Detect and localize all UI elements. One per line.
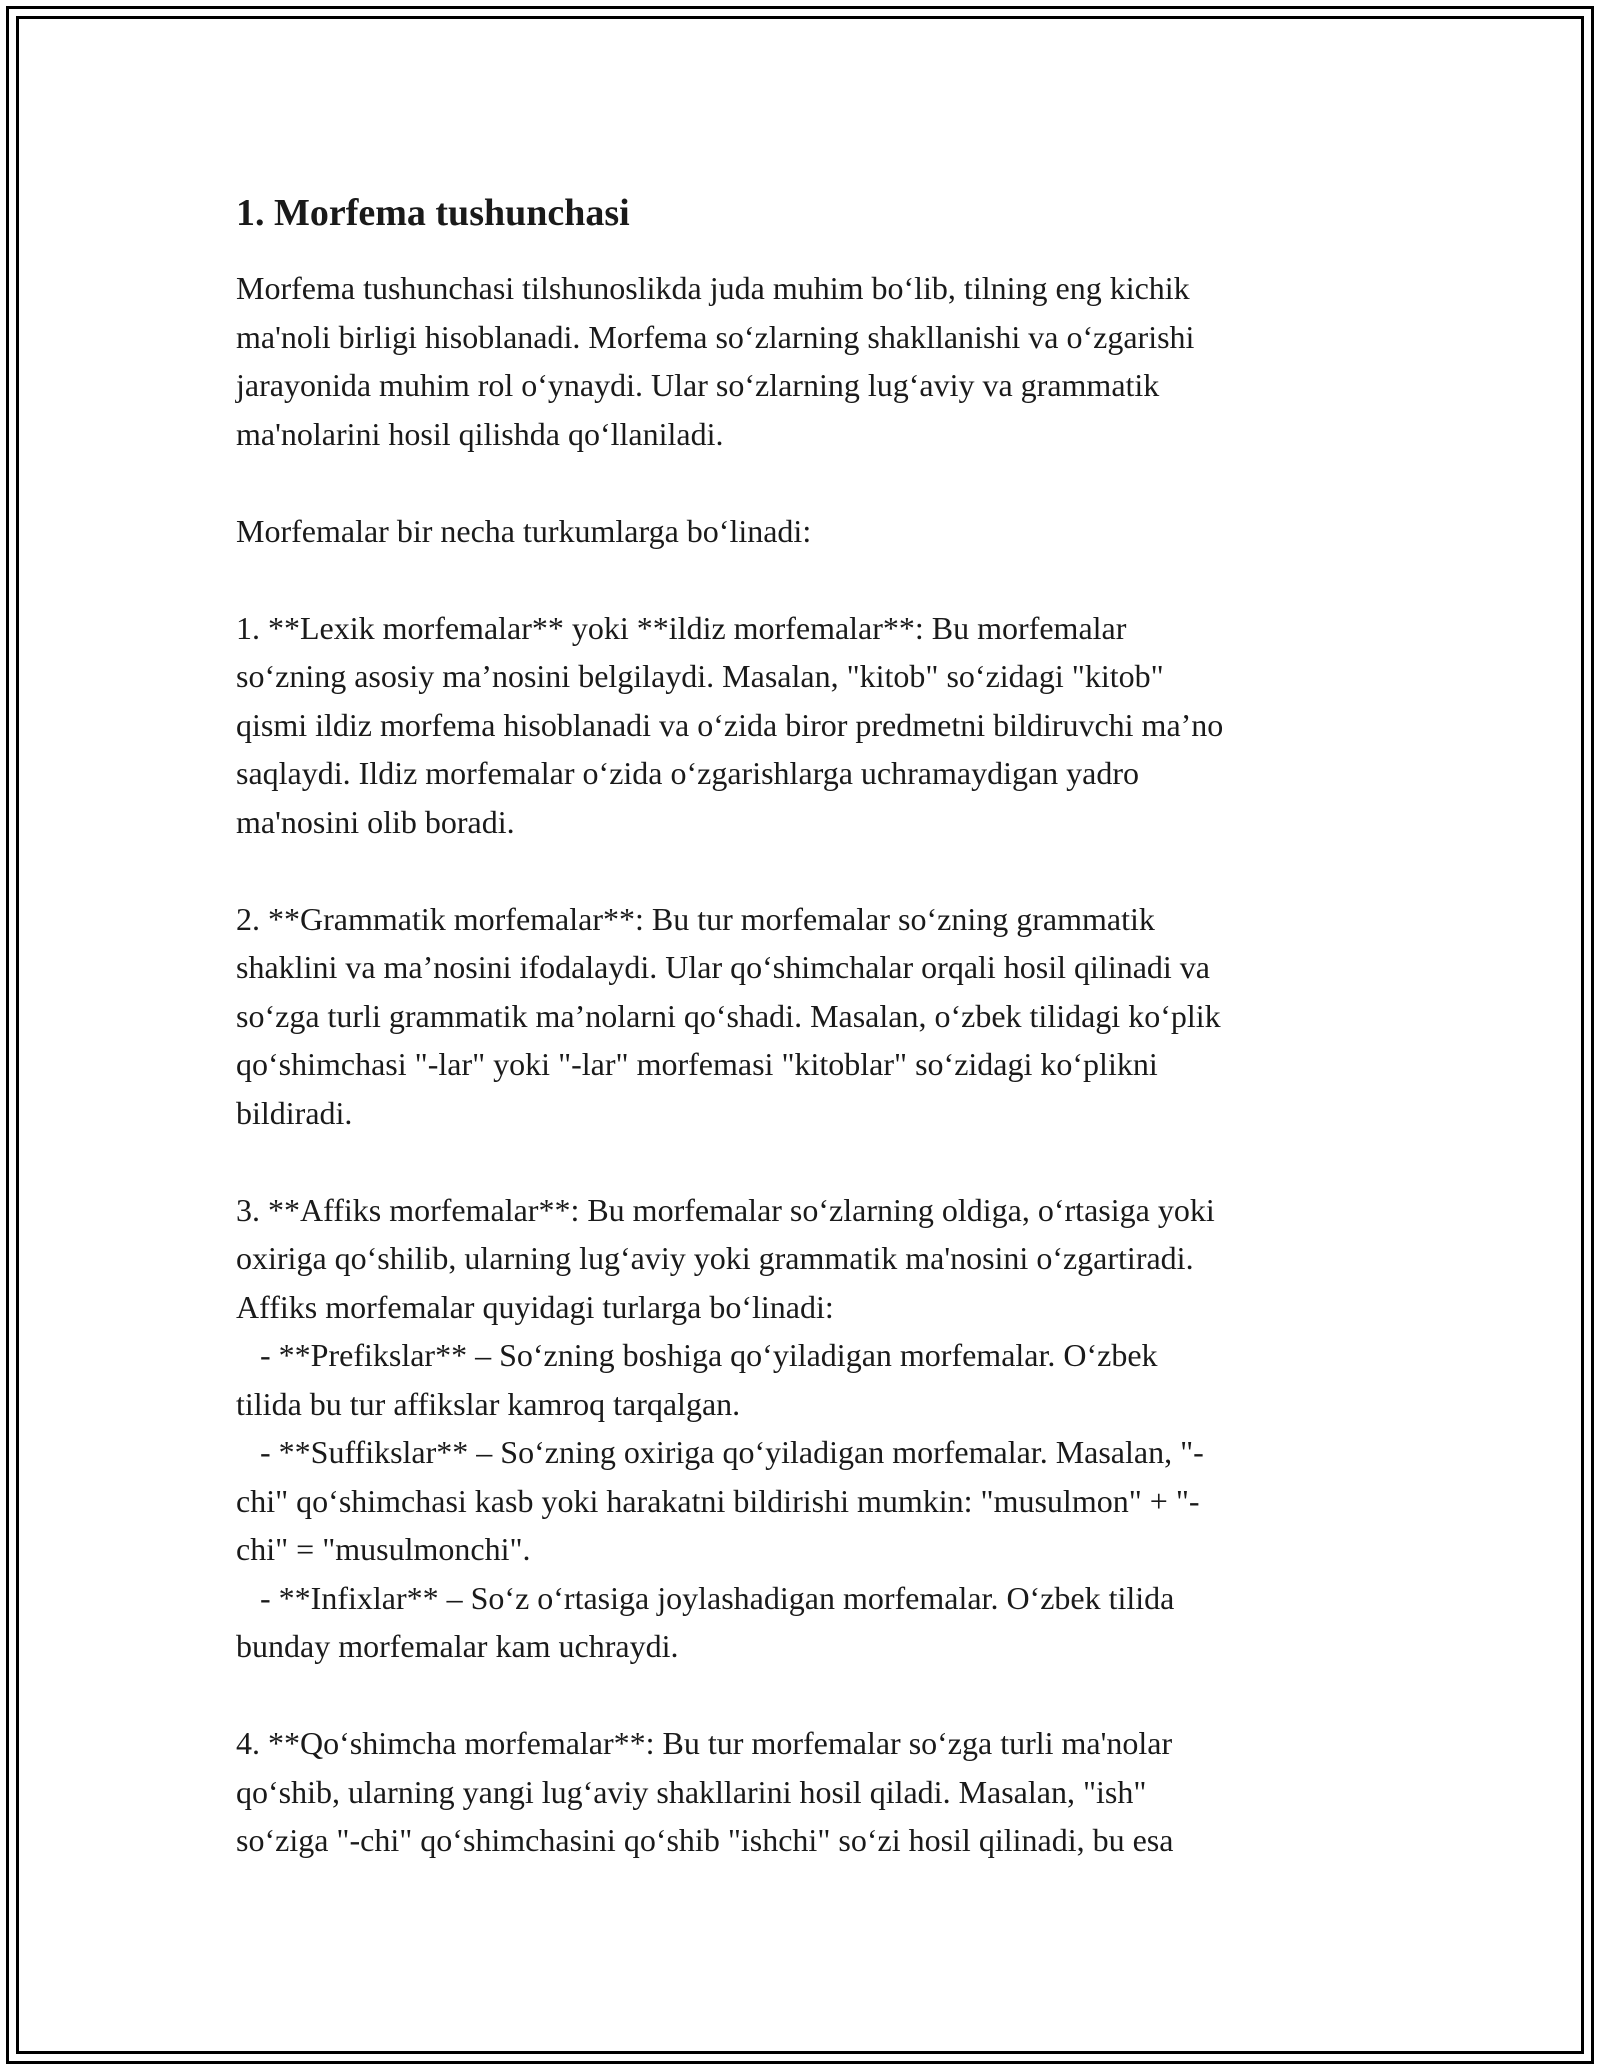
text-line: bildiradi. [236, 1094, 353, 1131]
paragraph-categories-intro [236, 507, 1396, 556]
text-line: saqlaydi. Ildiz morfemalar o‘zida o‘zgarishlarga uchramaydigan yadro [236, 755, 1140, 791]
text-line: so‘zning asosiy ma’nosini belgilaydi. Masalan, "kitob" so‘zidagi "kitob" [236, 658, 1164, 694]
text-line: jarayonida muhim rol o‘ynaydi. Ular so‘zlarning lug‘aviy va grammatik [236, 367, 1160, 403]
text-line: 3. **Affiks morfemalar**: Bu morfemalar so‘zlarning oldiga, o‘rtasiga yoki [236, 1191, 1215, 1228]
text-line: Morfema tushunchasi tilshunoslikda juda muhim bo‘lib, tilning eng kichik [236, 270, 1190, 306]
paragraph-intro [236, 264, 1396, 458]
text-line: 1. **Lexik morfemalar** yoki **ildiz morfemalar**: Bu morfemalar [236, 609, 1127, 646]
text-line: tilida bu tur affikslar kamroq tarqalgan. [236, 1385, 741, 1422]
section-heading: 1. Morfema tushunchasi [236, 192, 630, 234]
text-line: 2. **Grammatik morfemalar**: Bu tur morfemalar so‘zning grammatik [236, 900, 1155, 937]
text-line: 4. **Qo‘shimcha morfemalar**: Bu tur morfemalar so‘zga turli ma'nolar [236, 1725, 1173, 1761]
text-line: qo‘shib, ularning yangi lug‘aviy shakllarini hosil qiladi. Masalan, "ish" [236, 1773, 1147, 1810]
paragraph-lexical-morphemes [236, 604, 1396, 847]
text-line: chi" qo‘shimchasi kasb yoki harakatni bildirishi mumkin: "musulmon" + "- [236, 1482, 1200, 1519]
text-line: chi" = "musulmonchi". [236, 1531, 531, 1567]
text-line: bunday morfemalar kam uchraydi. [236, 1628, 679, 1664]
list-item-infixes: - **Infixlar** – So‘z o‘rtasiga joylashadigan morfemalar. O‘zbek tilida [236, 1579, 1175, 1616]
paragraph-grammatical-morphemes [236, 895, 1396, 1138]
text-line: Morfemalar bir necha turkumlarga bo‘linadi: [236, 512, 812, 549]
text-line: qo‘shimchasi "-lar" yoki "-lar" morfemasi "kitoblar" so‘zidagi ko‘plikni [236, 1046, 1158, 1082]
text-line: shaklini va ma’nosini ifodalaydi. Ular qo‘shimchalar orqali hosil qilinadi va [236, 949, 1210, 985]
text-line: so‘zga turli grammatik ma’nolarni qo‘shadi. Masalan, o‘zbek tilidagi ko‘plik [236, 997, 1221, 1034]
paragraph-additional-morphemes [236, 1719, 1396, 1865]
list-item-prefixes: - **Prefikslar** – So‘zning boshiga qo‘yiladigan morfemalar. O‘zbek [236, 1337, 1158, 1373]
text-line: so‘ziga "-chi" qo‘shimchasini qo‘shib "ishchi" so‘zi hosil qilinadi, bu esa [236, 1822, 1174, 1858]
text-line: oxiriga qo‘shilib, ularning lug‘aviy yoki grammatik ma'nosini o‘zgartiradi. [236, 1240, 1194, 1276]
document-body [236, 188, 1396, 1913]
list-item-suffixes: - **Suffikslar** – So‘zning oxiriga qo‘yiladigan morfemalar. Masalan, "- [236, 1434, 1204, 1470]
text-line: ma'noli birligi hisoblanadi. Morfema so‘zlarning shakllanishi va o‘zgarishi [236, 318, 1195, 355]
text-line: Affiks morfemalar quyidagi turlarga bo‘linadi: [236, 1288, 834, 1325]
text-line: qismi ildiz morfema hisoblanadi va o‘zida biror predmetni bildiruvchi ma’no [236, 706, 1224, 743]
text-line: ma'nolarini hosil qilishda qo‘llaniladi. [236, 415, 724, 452]
text-line: ma'nosini olib boradi. [236, 803, 515, 840]
paragraph-affix-morphemes [236, 1186, 1396, 1671]
